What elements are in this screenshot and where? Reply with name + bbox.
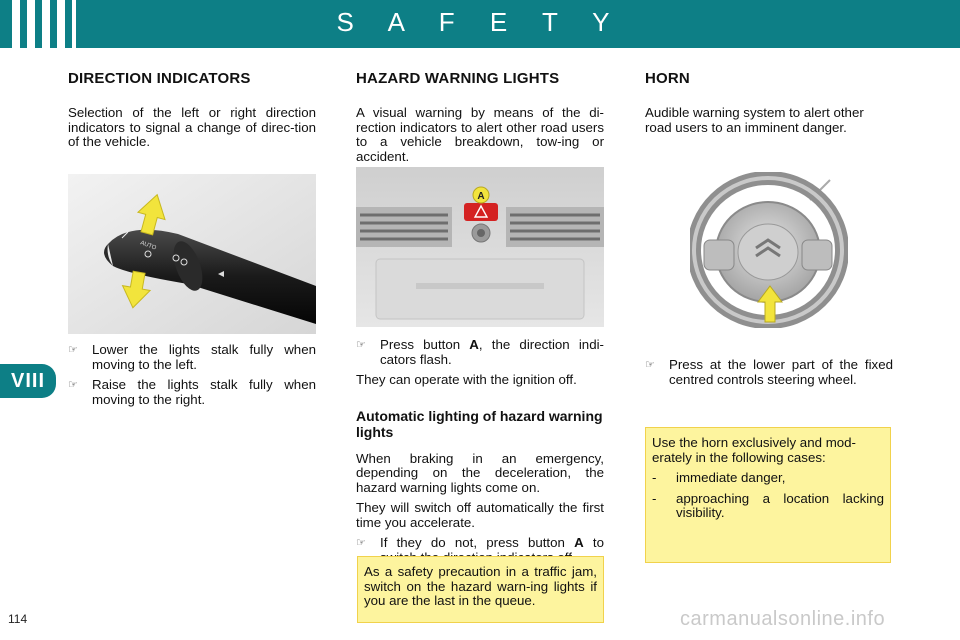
callout-a-icon xyxy=(473,187,489,203)
pointer-icon: ☞ xyxy=(68,344,78,356)
direction-intro: Selection of the left or right direction indicators to signal a change of direc-tion of the vehicle. xyxy=(68,105,316,149)
auto-hazard-heading: Automatic lighting of hazard warning lights xyxy=(356,407,603,440)
hazard-warning-section xyxy=(356,70,604,170)
auto-hazard-p2: They will switch off automatically the first time you accelerate. xyxy=(356,500,604,530)
dashboard-illustration xyxy=(356,167,604,327)
list-item: ☞ Raise the lights stalk fully when moving to the right. xyxy=(68,377,316,407)
hazard-safety-note: As a safety precaution in a traffic jam, switch on the hazard warn-ing lights if you are the last in the queue. xyxy=(357,556,604,623)
horn-usage-note: Use the horn exclusively and mod-erately in the following cases: - immediate danger, - approaching a location lacking visibility. xyxy=(645,427,891,563)
list-item: ☞ If they do not, press button A to xyxy=(356,536,604,565)
hazard-instructions xyxy=(356,338,604,571)
page-number: 114 xyxy=(8,612,28,626)
list-item: - approaching a location lacking visibility. xyxy=(652,490,884,520)
stalk-auto-label: AUTO xyxy=(139,240,157,252)
steering-wheel-illustration xyxy=(690,172,848,328)
callout-a-label: A xyxy=(477,191,485,202)
list-item: ☞ Press button A, the direction indi-cators flash. xyxy=(356,337,604,367)
pointer-icon: ☞ xyxy=(68,379,78,391)
horn-intro: Audible warning system to alert other road users to an imminent danger. xyxy=(645,105,864,135)
hazard-warning-heading: HAZARD WARNING LIGHTS xyxy=(356,70,560,87)
hazard-button-photo xyxy=(356,167,604,327)
watermark: carmanualsonline.info xyxy=(680,608,886,630)
chapter-tab[interactable]: VIII xyxy=(0,364,56,398)
list-item: - immediate danger, xyxy=(652,470,786,485)
pointer-icon: ☞ xyxy=(645,359,655,371)
pointer-icon: ☞ xyxy=(356,537,366,549)
hazard-intro: A visual warning by means of the di-rection indicators to alert other road users to a vehicle breakdown, tow-ing or accident. xyxy=(356,105,604,164)
horn-instructions xyxy=(645,358,893,393)
lights-stalk-illustration xyxy=(68,174,316,334)
horn-section xyxy=(645,70,893,141)
lights-stalk-photo xyxy=(68,174,316,334)
pointer-icon: ☞ xyxy=(356,339,366,351)
direction-indicators-heading: DIRECTION INDICATORS xyxy=(68,70,251,87)
page-header xyxy=(0,0,960,48)
hazard-ignition-note: They can operate with the ignition off. xyxy=(356,372,577,387)
list-item: ☞ Lower the lights stalk fully when moving to the left. xyxy=(68,342,316,372)
section-title: S A F E T Y xyxy=(336,7,624,37)
steering-wheel-photo xyxy=(690,172,848,328)
direction-indicators-section xyxy=(68,70,316,156)
auto-hazard-p1: When braking in an emergency, depending on the deceleration, the hazard warning lights come on. xyxy=(356,450,604,495)
horn-heading: HORN xyxy=(645,70,690,87)
list-item: ☞ Press at the lower part of the fixed centred controls steering wheel. xyxy=(645,357,893,387)
direction-bullets xyxy=(68,343,316,413)
